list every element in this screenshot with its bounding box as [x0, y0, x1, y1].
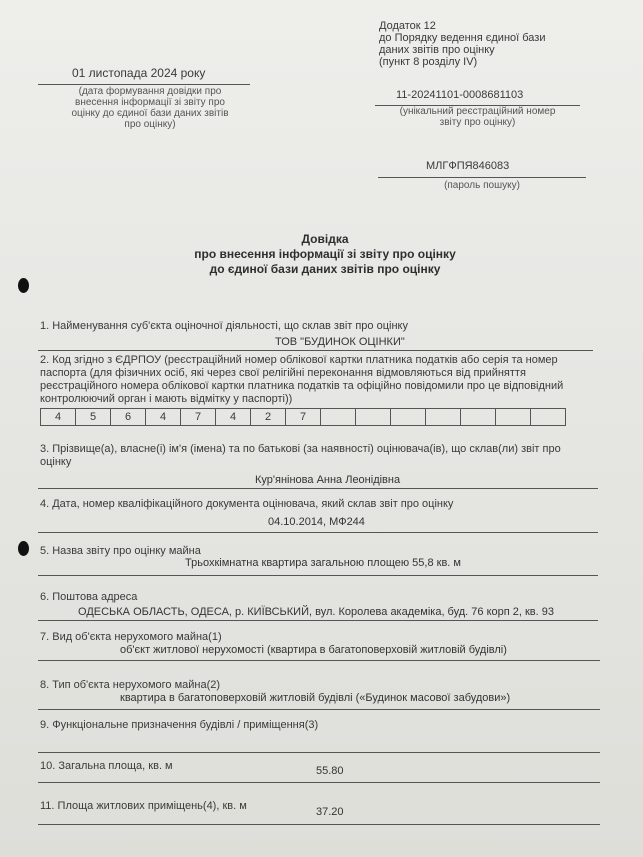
field-7-label: 7. Вид об'єкта нерухомого майна(1)	[40, 631, 222, 643]
search-password: МЛГФПЯ846083	[426, 160, 510, 172]
formation-date: 01 листопада 2024 року	[72, 66, 206, 80]
field-11-value: 37.20	[316, 806, 344, 818]
field-3-label: 3. Прізвище(а), власне(і) ім'я (імена) та по батькові (за наявності) оцінювача(ів), що склав(ли) звіт про оцінку	[40, 443, 561, 468]
unique-number-caption: (унікальний реєстраційний номер звіту про оцінку)	[399, 106, 556, 128]
search-password-caption: (пароль пошуку)	[444, 180, 520, 191]
punch-hole	[18, 541, 29, 556]
edrpou-code-grid: 4 5 6 4 7 4 2 7	[40, 408, 566, 426]
field-6-label: 6. Поштова адреса	[40, 591, 138, 603]
unique-number: 11-20241101-0008681103	[396, 89, 524, 101]
field-1-label: 1. Найменування суб'єкта оціночної діяльності, що склав звіт про оцінку	[40, 320, 408, 332]
appendix-header: Додаток 12 до Порядку ведення єдиної бази даних звітів про оцінку (пункт 8 розділу IV)	[379, 20, 546, 68]
field-5-label: 5. Назва звіту про оцінку майна	[40, 545, 201, 557]
field-8-label: 8. Тип об'єкта нерухомого майна(2)	[40, 679, 221, 691]
field-4-label: 4. Дата, номер кваліфікаційного документа оцінювача, який склав звіт про оцінку	[40, 498, 454, 510]
document-title: Довідка про внесення інформації зі звіту про оцінку до єдиної бази даних звітів про оцінку	[194, 232, 456, 276]
field-7-value: об'єкт житлової нерухомості (квартира в багатоповерховій житловій будівлі)	[120, 644, 507, 656]
field-10-label: 10. Загальна площа, кв. м	[40, 760, 173, 772]
punch-hole	[18, 278, 29, 293]
field-6-value: ОДЕСЬКА ОБЛАСТЬ, ОДЕСА, р. КИЇВСЬКИЙ, вул. Королева академіка, буд. 76 корп 2, кв. 93	[78, 606, 554, 618]
field-10-value: 55.80	[316, 765, 344, 777]
field-5-value: Трьохкімнатна квартира загальною площею 55,8 кв. м	[185, 557, 461, 569]
formation-date-caption: (дата формування довідки про внесення інформації зі звіту про оцінку до єдиної бази даних звітів про оцінку)	[71, 86, 229, 130]
field-4-value: 04.10.2014, МФ244	[268, 516, 365, 528]
field-8-value: квартира в багатоповерховій житловій будівлі («Будинок масової забудови»)	[120, 692, 511, 704]
field-9-label: 9. Функціональне призначення будівлі / приміщення(3)	[40, 719, 319, 731]
field-3-value: Кур'янінова Анна Леонідівна	[255, 474, 401, 486]
field-11-label: 11. Площа житлових приміщень(4), кв. м	[40, 800, 247, 812]
field-1-value: ТОВ "БУДИНОК ОЦІНКИ"	[275, 336, 405, 348]
field-2-label: 2. Код згідно з ЄДРПОУ (реєстраційний номер облікової картки платника податків або серія та номер паспорта (для фізичних осіб, які через свої релігійні переконання відмовляються від прийняття реєстраційного номера облікової картки платника податків та офіційно повідомили про це відповідний контролюючий орган і мають відмітку у паспорті))	[40, 354, 564, 405]
